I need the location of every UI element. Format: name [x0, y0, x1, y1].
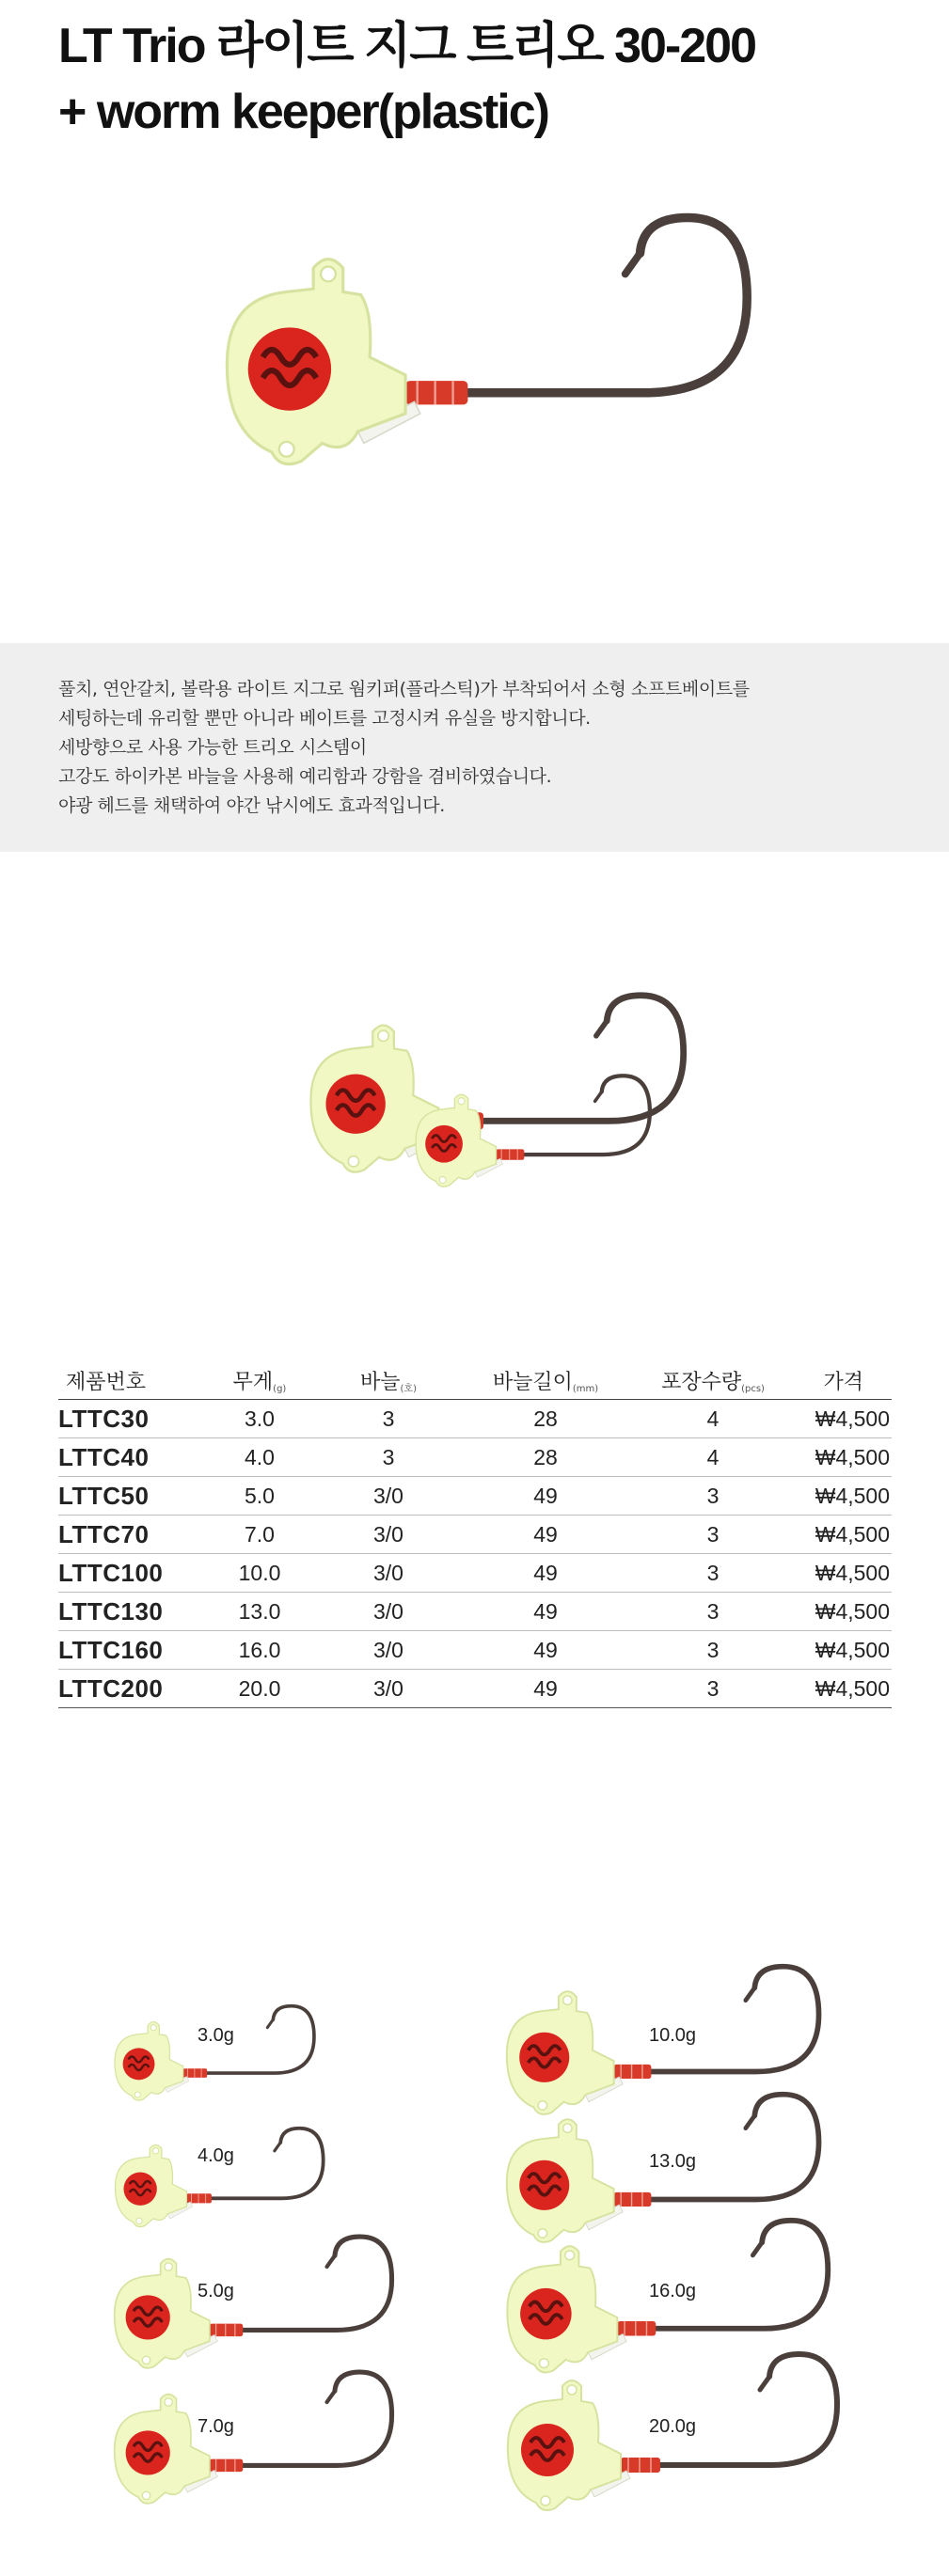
cell-price: ₩4,500	[792, 1593, 892, 1631]
header-length: 바늘길이(mm)	[457, 1361, 634, 1400]
table-row	[58, 1516, 892, 1554]
header-weight: 무게(g)	[199, 1361, 320, 1400]
desc-line: 야광 헤드를 채택하여 야간 낚시에도 효과적입니다.	[58, 795, 445, 816]
cell-weight: 5.0	[199, 1477, 320, 1516]
weight-label-5g: 5.0g	[198, 2281, 234, 2301]
weight-label-7g: 7.0g	[198, 2416, 234, 2437]
header-price: 가격	[792, 1361, 892, 1400]
cell-code: LTTC100	[58, 1554, 199, 1593]
header-hook: 바늘(호)	[320, 1361, 457, 1400]
cell-price: ₩4,500	[792, 1670, 892, 1708]
table-row	[58, 1400, 892, 1438]
cell-length: 49	[457, 1670, 634, 1708]
cell-length: 49	[457, 1516, 634, 1554]
cell-length: 28	[457, 1438, 634, 1477]
cell-hook: 3/0	[320, 1516, 457, 1554]
jig-pair-image-small	[403, 1072, 656, 1199]
product-title	[58, 13, 905, 145]
hero-jig-image	[198, 209, 762, 491]
cell-length: 28	[457, 1400, 634, 1438]
desc-line: 세방향으로 사용 가능한 트리오 시스템이	[58, 737, 367, 758]
cell-length: 49	[457, 1554, 634, 1593]
table-row	[58, 1631, 892, 1670]
cell-hook: 3/0	[320, 1593, 457, 1631]
cell-qty: 3	[634, 1593, 792, 1631]
weight-label-16g: 16.0g	[649, 2281, 697, 2301]
title-line-1: LT Trio 라이트 지그 트리오 30-200	[58, 19, 756, 73]
table-header-row	[58, 1361, 892, 1400]
jig-image-4g	[103, 2125, 329, 2238]
cell-hook: 3	[320, 1438, 457, 1477]
description-text	[58, 675, 905, 821]
cell-hook: 3/0	[320, 1554, 457, 1593]
cell-price: ₩4,500	[792, 1477, 892, 1516]
cell-code: LTTC130	[58, 1593, 199, 1631]
cell-qty: 4	[634, 1438, 792, 1477]
cell-weight: 4.0	[199, 1438, 320, 1477]
cell-code: LTTC40	[58, 1438, 199, 1477]
cell-code: LTTC30	[58, 1400, 199, 1438]
cell-hook: 3/0	[320, 1670, 457, 1708]
header-code: 제품번호	[58, 1361, 199, 1400]
cell-qty: 3	[634, 1477, 792, 1516]
cell-qty: 3	[634, 1516, 792, 1554]
cell-code: LTTC160	[58, 1631, 199, 1670]
cell-weight: 3.0	[199, 1400, 320, 1438]
cell-price: ₩4,500	[792, 1631, 892, 1670]
desc-line: 고강도 하이카본 바늘을 사용해 예리함과 강함을 겸비하였습니다.	[58, 766, 552, 787]
cell-qty: 4	[634, 1400, 792, 1438]
header-qty: 포장수량(pcs)	[634, 1361, 792, 1400]
jig-image-20g	[489, 2348, 846, 2527]
weight-label-13g: 13.0g	[649, 2151, 697, 2172]
jig-image-3g	[103, 2003, 320, 2111]
cell-price: ₩4,500	[792, 1516, 892, 1554]
table-row	[58, 1554, 892, 1593]
desc-line: 세팅하는데 유리할 뿐만 아니라 베이트를 고정시켜 유실을 방지합니다.	[58, 708, 591, 729]
cell-hook: 3/0	[320, 1477, 457, 1516]
spec-table	[58, 1361, 892, 1708]
jig-image-7g	[99, 2367, 400, 2518]
cell-weight: 16.0	[199, 1631, 320, 1670]
title-line-2: + worm keeper(plastic)	[58, 85, 548, 139]
cell-qty: 3	[634, 1631, 792, 1670]
cell-length: 49	[457, 1477, 634, 1516]
cell-qty: 3	[634, 1554, 792, 1593]
cell-weight: 10.0	[199, 1554, 320, 1593]
cell-weight: 20.0	[199, 1670, 320, 1708]
cell-hook: 3/0	[320, 1631, 457, 1670]
desc-line: 풀치, 연안갈치, 볼락용 라이트 지그로 웜키퍼(플라스틱)가 부착되어서 소형 소프트베이트를	[58, 679, 750, 699]
cell-code: LTTC200	[58, 1670, 199, 1708]
table-row	[58, 1593, 892, 1631]
cell-weight: 13.0	[199, 1593, 320, 1631]
cell-qty: 3	[634, 1670, 792, 1708]
cell-code: LTTC70	[58, 1516, 199, 1554]
weight-label-20g: 20.0g	[649, 2416, 697, 2437]
cell-weight: 7.0	[199, 1516, 320, 1554]
table-row	[58, 1438, 892, 1477]
cell-price: ₩4,500	[792, 1438, 892, 1477]
cell-length: 49	[457, 1593, 634, 1631]
cell-length: 49	[457, 1631, 634, 1670]
weight-label-4g: 4.0g	[198, 2145, 234, 2166]
cell-hook: 3	[320, 1400, 457, 1438]
table-row	[58, 1670, 892, 1708]
cell-code: LTTC50	[58, 1477, 199, 1516]
table-row	[58, 1477, 892, 1516]
weight-label-10g: 10.0g	[649, 2025, 697, 2046]
weight-label-3g: 3.0g	[198, 2025, 234, 2046]
cell-price: ₩4,500	[792, 1554, 892, 1593]
jig-image-5g	[99, 2232, 400, 2382]
cell-price: ₩4,500	[792, 1400, 892, 1438]
